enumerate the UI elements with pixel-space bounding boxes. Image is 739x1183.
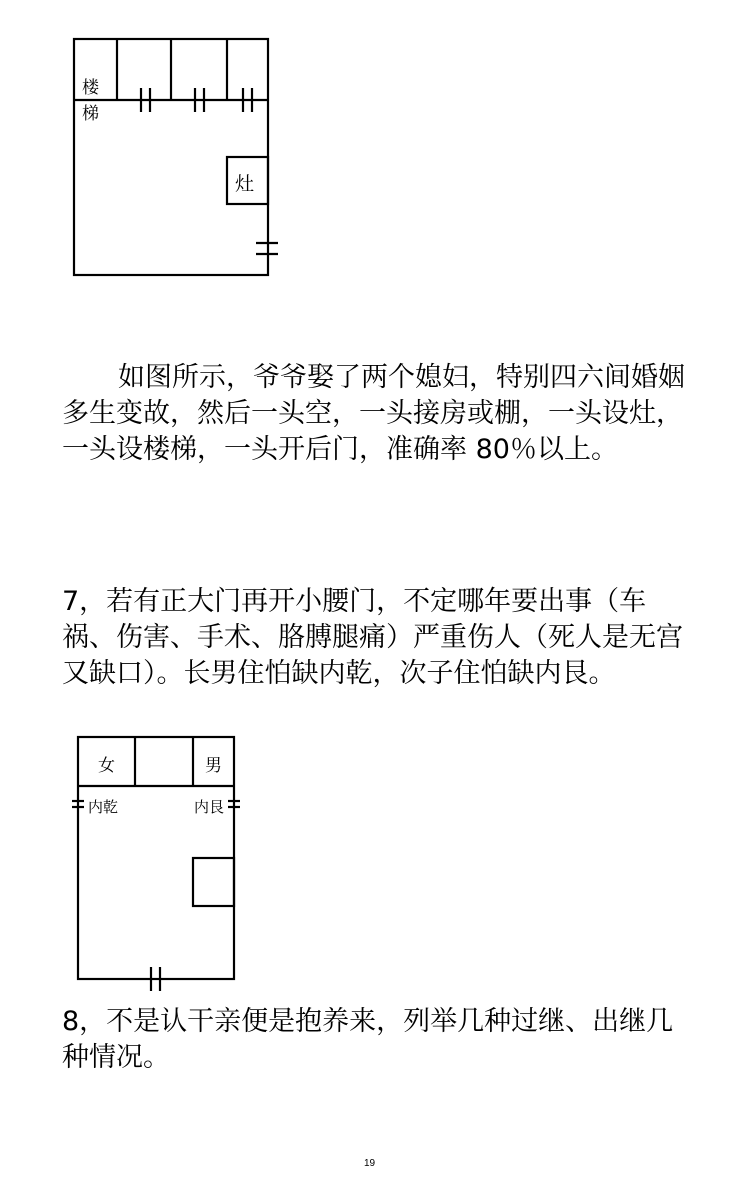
page-number: 19 bbox=[363, 1158, 376, 1169]
paragraph-8: 8，不是认干亲便是抱养来，列举几种过继、出继几种情况。 bbox=[62, 1006, 674, 1073]
room-label-right: 男 bbox=[205, 756, 222, 776]
paragraph-6: 如图所示，爷爷娶了两个媳妇，特别四六间婚姻多生变故，然后一头空，一头接房或棚，一头设灶，一头设楼梯，一头开后门，准确率 80％以上。 bbox=[62, 362, 685, 465]
room-label-left: 女 bbox=[98, 756, 115, 776]
stair-label-bottom: 梯 bbox=[82, 104, 99, 124]
floor-plan-diagram-2 bbox=[0, 730, 739, 992]
door-label-left: 内乾 bbox=[88, 798, 119, 816]
stair-label-top: 楼 bbox=[82, 78, 99, 98]
paragraph-7: 7，若有正大门再开小腰门，不定哪年要出事（车祸、伤害、手术、胳膊腿痛）严重伤人（死人是无宫又缺口）。长男住怕缺内乾，次子住怕缺内艮。 bbox=[62, 586, 683, 689]
inner-box bbox=[193, 858, 234, 906]
stove-label: 灶 bbox=[235, 173, 255, 195]
floor-plan-diagram-1 bbox=[0, 0, 739, 290]
door-label-right: 内艮 bbox=[194, 798, 225, 816]
